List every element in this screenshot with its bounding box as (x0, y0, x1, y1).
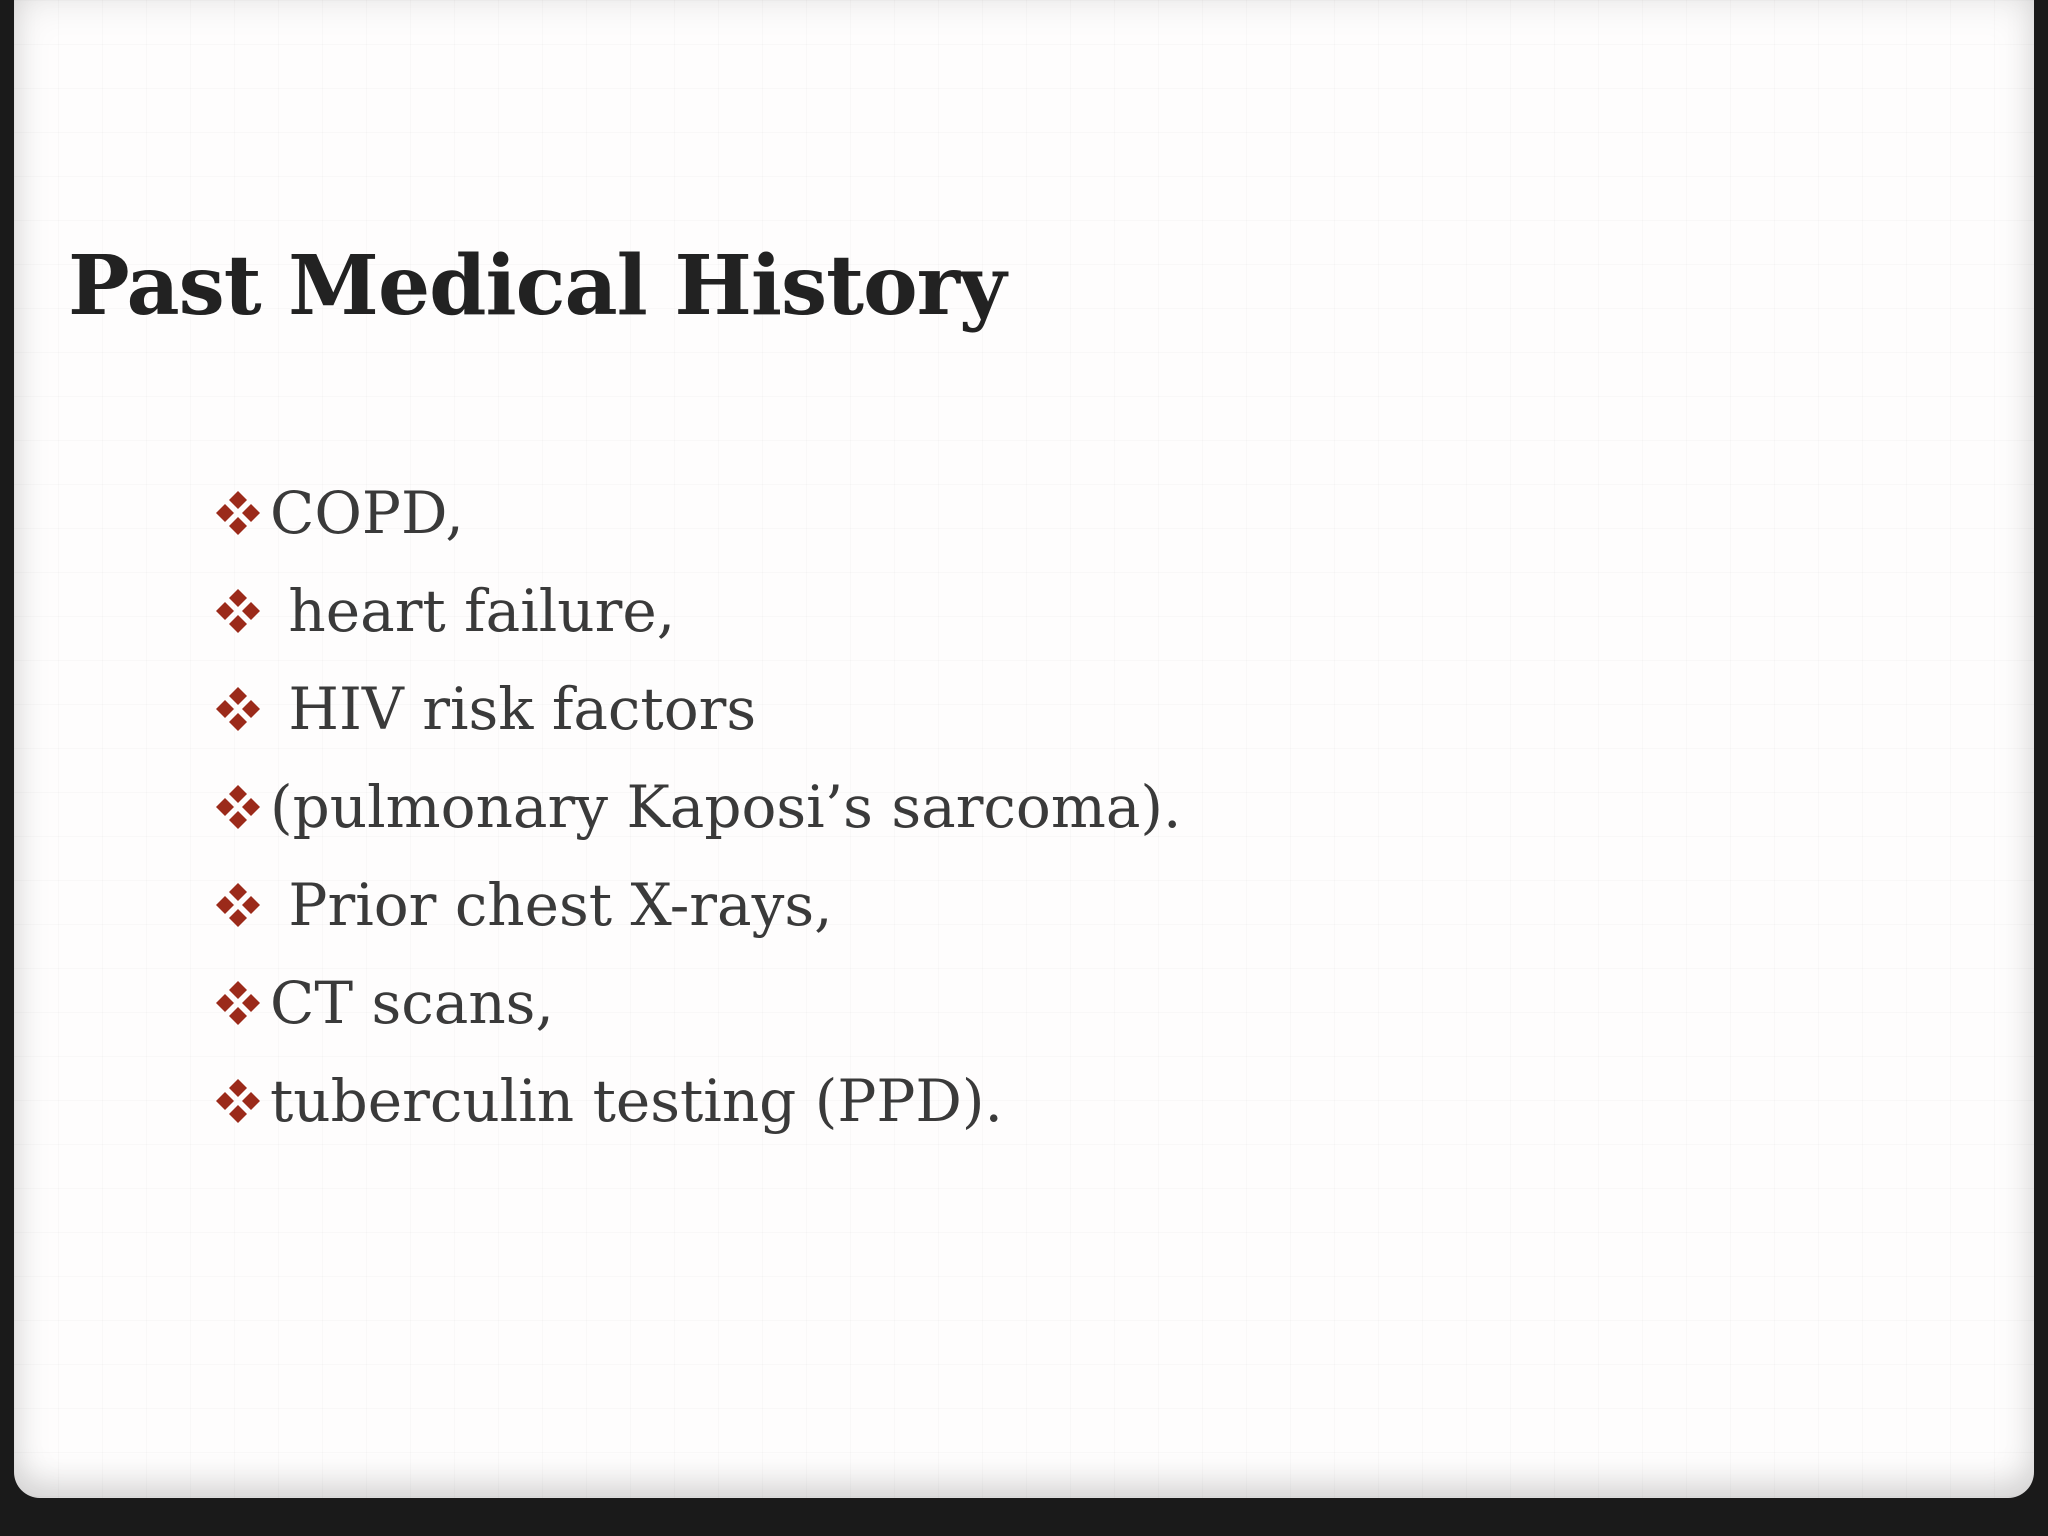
bullet-item (214, 464, 1181, 562)
four-diamond-bullet-icon (214, 685, 262, 733)
bullet-item (214, 856, 1181, 954)
bullet-text: Prior chest X-rays, (270, 871, 833, 939)
bullet-text: tuberculin testing (PPD). (270, 1067, 1003, 1135)
bullet-text: (pulmonary Kaposi’s sarcoma). (270, 773, 1182, 841)
four-diamond-bullet-icon (214, 489, 262, 537)
four-diamond-bullet-icon (214, 979, 262, 1027)
bullet-item (214, 954, 1181, 1052)
bullet-item (214, 1052, 1181, 1150)
bullet-item (214, 660, 1181, 758)
four-diamond-bullet-icon (214, 881, 262, 929)
bullet-text: HIV risk factors (270, 675, 757, 743)
four-diamond-bullet-icon (214, 587, 262, 635)
bullet-text: COPD, (270, 479, 464, 547)
bullet-text: CT scans, (270, 969, 554, 1037)
slide-title: Past Medical History (68, 238, 1006, 334)
four-diamond-bullet-icon (214, 1077, 262, 1125)
bullet-list (214, 464, 1181, 1150)
four-diamond-bullet-icon (214, 783, 262, 831)
bullet-item (214, 758, 1181, 856)
bullet-text: heart failure, (270, 577, 676, 645)
slide (14, 0, 2034, 1498)
bullet-item (214, 562, 1181, 660)
